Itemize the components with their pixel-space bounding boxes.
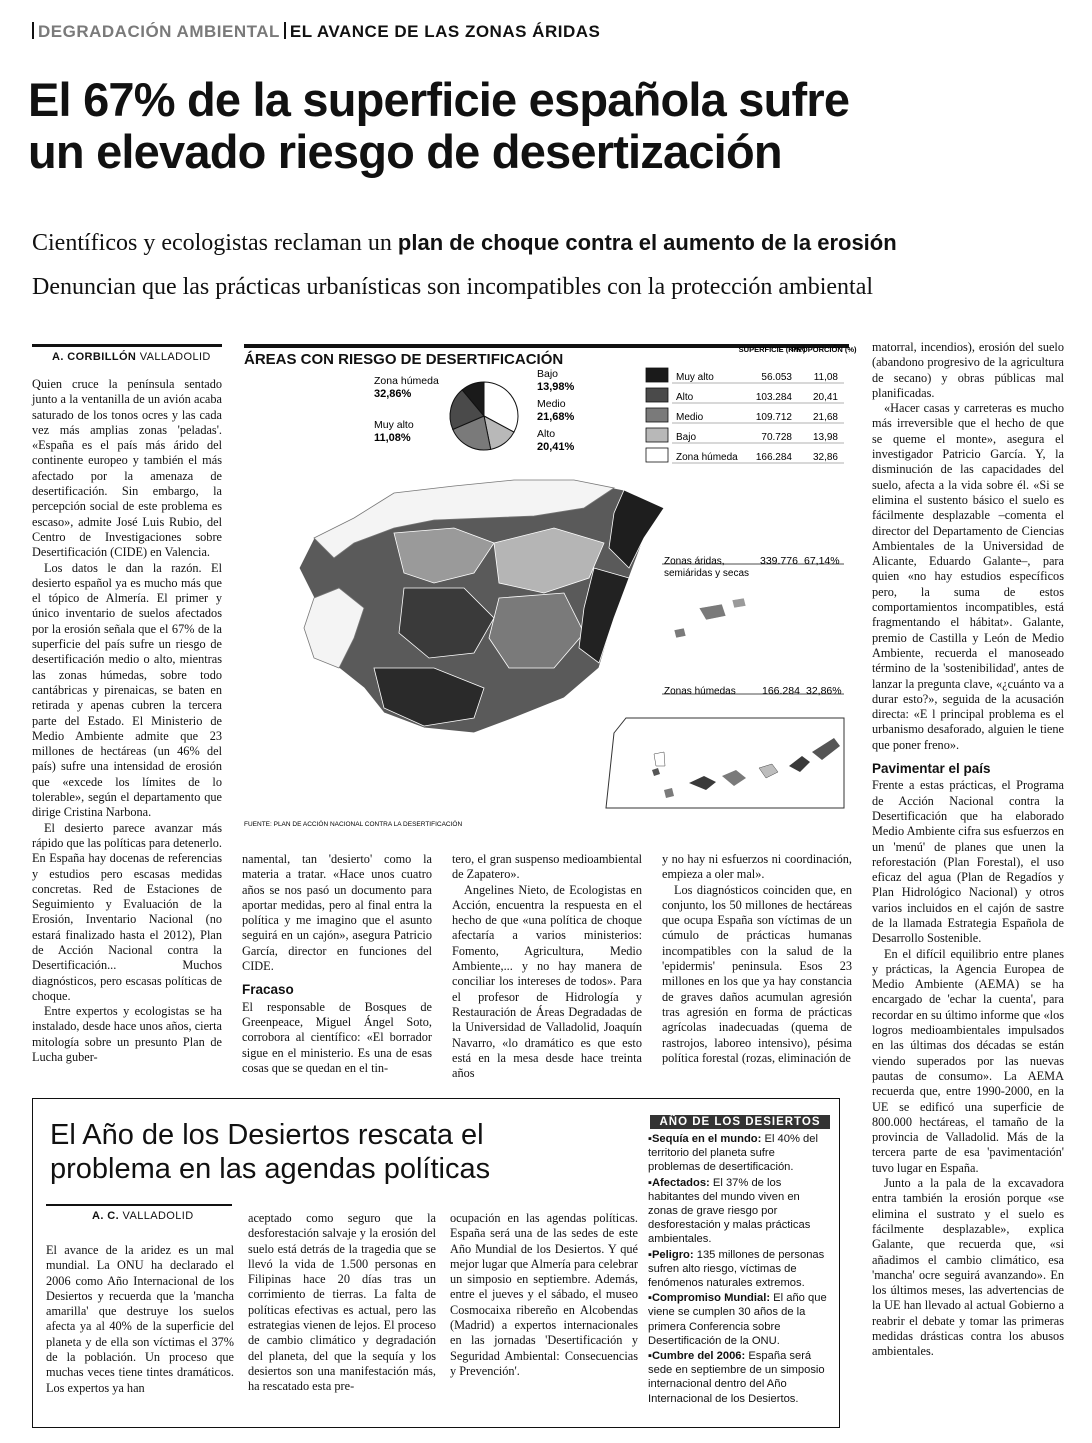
headline-line-2: un elevado riesgo de desertización	[28, 125, 782, 178]
paragraph: Angelines Nieto, de Ecologistas en Acción, encuentra la respuesta en el hecho de que «una política de choque afectaría a varios ministerios: Fomento, Agricultura, Medio Ambiente,... y no hay manera de conciliar los intereses de todos». Para el profesor de Hidrología y Restauración de Áreas Degradadas de la Universidad de Valladolid, Joaquín Navarro, «lo dramático es que esto está en la mesa desde hace treinta años	[452, 882, 642, 1081]
fact-label: Compromiso Mundial:	[651, 1292, 771, 1305]
kicker-bar	[284, 22, 286, 39]
aridas-label-2: semiáridas y secas	[664, 568, 750, 579]
humedas-superficie: 166.284	[762, 685, 800, 697]
legend-swatch	[646, 408, 668, 422]
pie-label-alto-pct: 20,41%	[537, 441, 575, 453]
kicker-section: DEGRADACIÓN AMBIENTAL	[38, 22, 280, 41]
legend-table	[646, 368, 844, 463]
box-column-3	[450, 1211, 638, 1379]
graphic-source: FUENTE: PLAN DE ACCIÓN NACIONAL CONTRA LA DESERTIFICACIÓN	[244, 821, 463, 828]
box-byline-city: VALLADOLID	[122, 1210, 194, 1222]
legend-superficie: 70.728	[761, 432, 792, 443]
pie-label-humeda-pct: 32,86%	[374, 388, 412, 400]
legend-swatch	[646, 448, 668, 462]
legend-proporcion: 13,98	[812, 432, 838, 443]
fact-text: El año que viene se cumplen 30 años de la primera Conferencia sobre Desertificación de la ONU.	[648, 1292, 827, 1347]
paragraph: ocupación en las agendas políticas. España será una de las sedes de este Año Mundial de los Desiertos. Y qué mejor lugar que Almería para celebrar un simposio en septiembre. Además, entre el jueves y el sábado, el museo Cosmocaixa ribereño en Alcobendas (Madrid) a expertos internacionales en las jornadas 'Desertificación y Seguridad Ambiental: Consecuencias y Prevención'.	[450, 1211, 638, 1378]
graphic-title: ÁREAS CON RIESGO DE DESERTIFICACIÓN	[244, 344, 849, 368]
subheadline-1-plain: Científicos y ecologistas reclaman un	[32, 230, 398, 256]
byline	[32, 344, 222, 363]
table-header-superficie: SUPERFICIE (Km²)	[738, 345, 806, 354]
subheadline-1-bold: plan de choque contra el aumento de la erosión	[397, 230, 897, 255]
subhead-fracaso: Fracaso	[242, 982, 294, 998]
paragraph: En el difícil equilibrio entre planes y prácticas, la Agencia Europea de Medio Ambiente (AEMA) se ha encargado de 'echar la cuenta', para recordar en su último informe que «los logros medioambientales impulsados en las últimas dos décadas se están viendo superados por las nuevas pautas de consumo». La AEMA recuerda que, entre 1990-2000, en la UE se edificó una superficie de 800.000 hectáreas, el tamaño de la provincia de Valladolid. Más de la tercera parte de esa 'pavimentación' tuvo lugar en España.	[872, 946, 1064, 1175]
box-byline	[46, 1204, 232, 1222]
article-column-4	[662, 852, 852, 1066]
headline	[28, 74, 1068, 178]
fact-label: Afectados:	[651, 1176, 710, 1189]
legend-label: Alto	[676, 392, 694, 403]
article-column-2	[242, 852, 432, 1076]
subheadline-1	[32, 230, 1072, 257]
pie-label-medio: Medio	[537, 398, 566, 410]
legend-proporcion: 11,08	[813, 372, 838, 383]
fact-text: 135 millones de personas sufren alto riesgo, víctimas de fenómenos naturales extremos.	[648, 1248, 825, 1290]
paragraph: matorral, incendios), erosión del suelo (abandono progresivo de la agricultura de secano) y obras públicas mal planificadas.	[872, 340, 1064, 400]
kicker-topic: EL AVANCE DE LAS ZONAS ÁRIDAS	[289, 22, 601, 41]
paragraph: y no hay ni esfuerzos ni coordinación, empieza a oler mal».	[662, 852, 852, 882]
headline-line-1: El 67% de la superficie española sufre	[28, 73, 850, 126]
box-title-line-2: problema en las agendas políticas	[50, 1153, 491, 1185]
pie-label-muyalto-pct: 11,08%	[374, 432, 411, 444]
legend-superficie: 56.053	[761, 372, 792, 383]
box-column-2	[248, 1211, 436, 1395]
aridas-proporcion: 67,14%	[804, 555, 840, 567]
byline-author: A. CORBILLÓN	[52, 351, 137, 363]
box-byline-author: A. C.	[92, 1210, 120, 1222]
paragraph: Junto a la pala de la excavadora entra también la erosión porque «se elimina el sustrato y el suelo es fácilmente desplazable», explica Galante, que recuerda que, «si añadimos el cambio climático, esa 'mancha' ocre seguirá avanzando». En los últimos meses, las advertencias de la UE han llevado al actual Gobierno a reabrir el debate y tomar las primeras medidas drásticas contra los abusos ambientales.	[872, 1176, 1064, 1359]
paragraph: Los datos le dan la razón. El desierto español ya es mucho más que el tópico de Almería. El primer y único inventario de suelos afectados por la erosión señala que el 67% de la superficie del país sufre un riesgo de desertificación medio o alto, mientras las zonas húmedas, sobre todo cantábricas y pirenaicas, se baten en retirada y apenas cubren la tercera parte del Estado. El Ministerio de Medio Ambiente admite que 23 millones de hectáreas (un 46% del país) sufre una intensidad de erosión que «excede los límites de lo tolerable», según el departamento que dirige Cristina Narbona.	[32, 560, 222, 820]
byline-city: VALLADOLID	[139, 351, 211, 363]
paragraph: Los diagnósticos coinciden que, en conjunto, los 50 millones de hectáreas que ocupa España son víctimas de un cúmulo de prácticas humanas incompatibles con la salud de la 'epidermis' peninsula. Esos 23 millones en los que ya hay constancia de graves daños acumulan agresión tras agresión en forma de prácticas agrícolas inadecuadas (quema de rastrojos, laboreo intensivo), pésima política forestal (rozas, eliminación de	[662, 882, 852, 1065]
pie-label-bajo: Bajo	[537, 368, 559, 380]
pie-label-humeda: Zona húmeda	[374, 375, 439, 387]
fact-text: El 37% de los habitantes del mundo viven en zonas de grave riesgo por desforestación y malas prácticas ambientales.	[648, 1176, 811, 1246]
kicker-bar	[32, 22, 34, 39]
box-column-1	[46, 1243, 234, 1396]
legend-proporcion: 32,86	[812, 452, 838, 463]
fact-item: ▪Afectados: El 37% de los habitantes del mundo viven en zonas de grave riesgo por desforestación y malas prácticas ambientales.	[648, 1176, 811, 1246]
canary-islands-inset	[606, 718, 844, 808]
year-of-deserts-facts	[648, 1132, 830, 1407]
box-title	[50, 1118, 610, 1186]
fact-item: ▪Peligro: 135 millones de personas sufren alto riesgo, víctimas de fenómenos naturales extremos.	[648, 1248, 825, 1290]
paragraph: El responsable de Bosques de Greenpeace, Miguel Ángel Soto, corrobora al científico: «El borrador sigue en el ministerio. Es una de esas cosas que se quedan en el tin-	[242, 999, 432, 1075]
paragraph: Entre expertos y ecologistas se ha instalado, desde hace unos años, cierta mitología sobre un presunto Plan de Lucha guber-	[32, 1004, 222, 1065]
paragraph: El desierto parece avanzar más rápido que las políticas para detenerlo. En España hay docenas de referencias y estudios pero escasas medidas concretas. Red de Estaciones de Seguimiento y Evaluación de la Erosión, Inventario Nacional (no estará finalizado hasta el 2012), Plan de Acción Nacional contra la Desertificación... Muchos diagnósticos, pero escasas políticas de choque.	[32, 820, 222, 1003]
legend-label: Medio	[676, 412, 704, 423]
legend-label: Bajo	[676, 432, 697, 443]
humedas-label: Zonas húmedas	[664, 686, 736, 697]
paragraph: «Hacer casas y carreteras es mucho más irreversible que el hecho de que se queme el monte», asegura el investigador Patricio García. Y, la disminución de las capacidades del suelo, afecta a la vida sobre él. «Si se elimina el sustento básico el suelo es fácilmente desplazable –comenta el director del Departamento de Ciencias Ambientales de la Universidad de Alicante, Eduardo Galante–, para quien «no hay estudios específicos pero, la suma de estos comportamientos incompatibles, está fragmentando el hábitat». Galante, premio de Castilla y León de Medio Ambiente, recuerda el manoseado término de la 'sostenibilidad', antes de lanzar la pregunta clave, «¿cuánto va a durar esto?», seguida de la acusación directa: «E l principal problema es el urbanismo desaforado, alguien le tiene que poner freno».	[872, 401, 1064, 752]
paragraph: tero, el gran suspenso medioambiental de Zapatero».	[452, 852, 642, 882]
legend-swatch	[646, 368, 668, 382]
article-column-1	[32, 344, 222, 1065]
article-column-3	[452, 852, 642, 1081]
fact-text: El 40% del territorio del planeta sufre problemas de desertificación.	[648, 1133, 818, 1174]
table-header-proporcion: PROPORCIÓN (%)	[791, 345, 857, 354]
year-of-deserts-sidebar-title: AÑO DE LOS DESIERTOS	[650, 1115, 830, 1129]
pie-label-medio-pct: 21,68%	[537, 411, 575, 423]
legend-superficie: 166.284	[755, 452, 792, 463]
humedas-proporcion: 32,86%	[806, 685, 842, 697]
pie-label-muyalto: Muy alto	[374, 419, 414, 431]
subhead-pavimentar: Pavimentar el país	[872, 761, 991, 777]
fact-item: ▪Cumbre del 2006: España será sede en septiembre de un simposio internacional dentro del Año Internacional de los Desiertos.	[648, 1350, 825, 1405]
risk-pie-chart	[450, 382, 518, 450]
paragraph: El avance de la aridez es un mal mundial. La ONU ha declarado el 2006 como Año Internacional de los Desiertos y recuerda que la 'mancha amarilla' que destruye los suelos afecta ya al 40% de la superficie del planeta y de ella son víctimas el 37% de la población. Un proceso que muchas veces tiene tintes dramáticos. Los expertos ya han	[46, 1243, 234, 1395]
subheadline-2: Denuncian que las prácticas urbanísticas son incompatibles con la protección ambiental	[32, 274, 874, 300]
legend-proporcion: 20,41	[812, 392, 838, 403]
section-kicker	[28, 22, 600, 42]
pie-label-alto: Alto	[537, 428, 556, 440]
box-title-line-1: El Año de los Desiertos rescata el	[50, 1119, 484, 1151]
fact-label: Sequía en el mundo:	[651, 1133, 762, 1145]
paragraph: namental, tan 'desierto' como la materia a tratar. «Hace unos cuatro años se nos pasó un documento para aportar medidas, pero al final entra la política y me imagino que el asunto seguirá en un cajón», asegura Patricio García, director en funciones del CIDE.	[242, 852, 432, 974]
legend-swatch	[646, 428, 668, 442]
aridas-superficie: 339.776	[760, 555, 798, 567]
article-column-5	[872, 340, 1064, 1360]
legend-superficie: 103.284	[755, 392, 792, 403]
fact-label: Peligro:	[651, 1248, 694, 1261]
paragraph: Frente a estas prácticas, el Programa de Acción Nacional contra la Desertificación que ha elaborado Medio Ambiente cifra sus esfuerzos en un 'menú' de planes que unen la reforestación (Plan Forestal), el uso eficaz del agua (Plan de Regadíos y Plan Hidrológico Nacional) y otros varios incluidos en el cajón de sastre de la llamada Estrategia Española de Desarrollo Sostenible.	[872, 778, 1064, 946]
paragraph: Quien cruce la península sentado junto a la ventanilla de un avión acaba saturado de los tonos ocres y las cada vez más amplias zonas 'peladas'. «España es el país más árido del continente europeo y también el más afectado por la amenaza de desertificación. Sin embargo, la percepción social de este problema es escaso», admite José Luis Rubio, del Centro de Investigaciones sobre Desertificación (CIDE) en Valencia.	[32, 377, 222, 560]
aridas-label-1: Zonas áridas,	[664, 556, 725, 567]
fact-item: ▪Sequía en el mundo: El 40% del territorio del planeta sufre problemas de desertificación.	[648, 1133, 818, 1174]
fact-label: Cumbre del 2006:	[651, 1350, 746, 1363]
legend-label: Muy alto	[676, 372, 714, 383]
legend-swatch	[646, 388, 668, 402]
fact-item: ▪Compromiso Mundial: El año que viene se cumplen 30 años de la primera Conferencia sobre Desertificación de la ONU.	[648, 1292, 827, 1347]
pie-label-bajo-pct: 13,98%	[537, 381, 575, 393]
legend-proporcion: 21,68	[812, 412, 838, 423]
legend-label: Zona húmeda	[676, 452, 738, 463]
paragraph: aceptado como seguro que la desforestación salvaje y la erosión del suelo está detrás de la tragedia que se llevó la vida de 1.500 personas en Filipinas hace 20 días tras un corrimiento de tierras. La falta de políticas efectivas es actual, pero las estrategias vienen de lejos. El proceso de cambio climático y degradación del planeta, del que la sequía y los desiertos son una manifestación más, ha rescatado esta pre-	[248, 1211, 436, 1394]
legend-superficie: 109.712	[755, 412, 792, 423]
fact-text: España será sede en septiembre de un simposio internacional dentro del Año Internacional de los Desiertos.	[648, 1350, 825, 1405]
